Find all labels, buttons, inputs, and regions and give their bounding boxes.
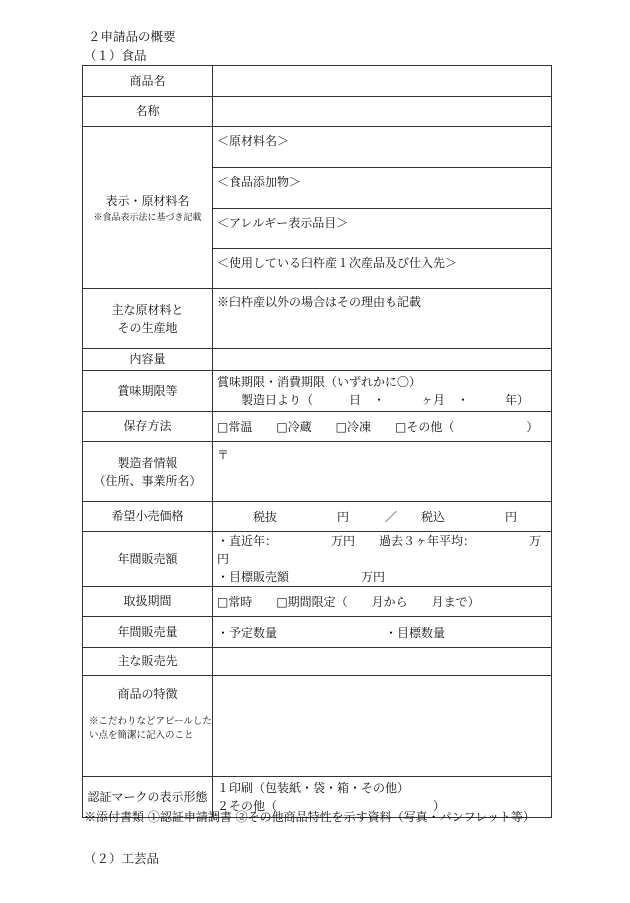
- label-maker-2: （住所、事業所名）: [93, 473, 202, 488]
- field-maker[interactable]: 〒: [213, 442, 552, 502]
- label-main-outlet: 主な販売先: [83, 648, 213, 676]
- label-storage: 保存方法: [83, 412, 213, 442]
- row-price: [83, 502, 552, 532]
- field-main-outlet[interactable]: [213, 648, 552, 676]
- label-display-main: 表示・原材料名: [105, 193, 190, 208]
- label-content: 内容量: [83, 349, 213, 371]
- row-feature: [83, 676, 552, 777]
- subsection-heading: （１）食品: [84, 48, 147, 63]
- label-main-material: [83, 289, 213, 349]
- row-product-name: [83, 66, 552, 97]
- label-feature-note: ※こだわりなどアピールしたい点を簡潔に記入のこと: [89, 716, 212, 741]
- label-display-note: ※食品表示法に基づき記載: [93, 212, 202, 223]
- row-display: [83, 127, 552, 289]
- label-main-material-2: その生産地: [117, 320, 178, 335]
- field-price[interactable]: 税抜 円 ／ 税込 円: [213, 502, 552, 532]
- row-main-material: [83, 289, 552, 349]
- row-main-outlet: [83, 648, 552, 676]
- row-annual-sales: [83, 532, 552, 587]
- expiry-line-2: 製造日より（ 日 ・ ヶ月 ・ 年）: [241, 393, 530, 407]
- mark-line-2: ２その他（ ）: [217, 799, 446, 813]
- annual-sales-line-1: ・直近年： 万円 過去３ヶ年平均： 万円: [217, 534, 542, 566]
- row-expiry: [83, 371, 552, 412]
- label-feature-main: 商品の特徴: [117, 687, 178, 701]
- field-annual-volume[interactable]: ・予定数量 ・目標数量: [213, 617, 552, 648]
- label-price: 希望小売価格: [83, 502, 213, 532]
- field-usuki-products[interactable]: ＜使用している臼杵産１次産品及び仕入先＞: [213, 248, 551, 288]
- field-product-name[interactable]: [213, 66, 552, 97]
- field-feature[interactable]: [213, 676, 552, 777]
- label-main-material-1: 主な原材料と: [111, 302, 184, 317]
- label-name: 名称: [83, 97, 213, 127]
- label-maker: [83, 442, 213, 502]
- expiry-line-1: 賞味期限・消費期限（いずれかに〇）: [217, 375, 422, 389]
- label-expiry: 賞味期限等: [83, 371, 213, 412]
- label-period: 取扱期間: [83, 587, 213, 617]
- label-feature: [83, 676, 213, 777]
- row-maker: [83, 442, 552, 502]
- attachments-note: ※添付書類 ①認証申請調書 ②その他商品特性を示す資料（写真・パンフレット等）: [84, 810, 536, 824]
- crafts-heading: （２）工芸品: [84, 851, 160, 866]
- annual-sales-line-2: ・目標販売額 万円: [217, 570, 386, 584]
- field-main-material[interactable]: ※臼杵産以外の場合はその理由も記載: [213, 289, 552, 349]
- row-period: [83, 587, 552, 617]
- label-annual-sales: 年間販売額: [83, 532, 213, 587]
- display-subfields: [213, 127, 552, 289]
- application-form-table: [82, 65, 552, 818]
- field-content[interactable]: [213, 349, 552, 371]
- field-period[interactable]: □常時 □期間限定（ 月から 月まで）: [213, 587, 552, 617]
- label-maker-1: 製造者情報: [117, 455, 178, 470]
- field-annual-sales[interactable]: [213, 532, 552, 587]
- row-content: [83, 349, 552, 371]
- mark-line-1: １印刷（包装紙・袋・箱・その他）: [217, 781, 410, 795]
- field-expiry[interactable]: [213, 371, 552, 412]
- label-mark: 認証マークの表示形態: [83, 777, 213, 818]
- section-heading: ２申請品の概要: [88, 29, 176, 44]
- label-display: [83, 127, 213, 289]
- field-name[interactable]: [213, 97, 552, 127]
- row-annual-volume: [83, 617, 552, 648]
- field-food-additives[interactable]: ＜食品添加物＞: [213, 167, 551, 208]
- field-storage[interactable]: □常温 □冷蔵 □冷凍 □その他（ ）: [213, 412, 552, 442]
- field-raw-materials[interactable]: ＜原材料名＞: [217, 134, 290, 148]
- field-allergens[interactable]: ＜アレルギー表示品目＞: [213, 208, 551, 248]
- row-storage: [83, 412, 552, 442]
- label-product-name: 商品名: [83, 66, 213, 97]
- label-annual-volume: 年間販売量: [83, 617, 213, 648]
- row-name: [83, 97, 552, 127]
